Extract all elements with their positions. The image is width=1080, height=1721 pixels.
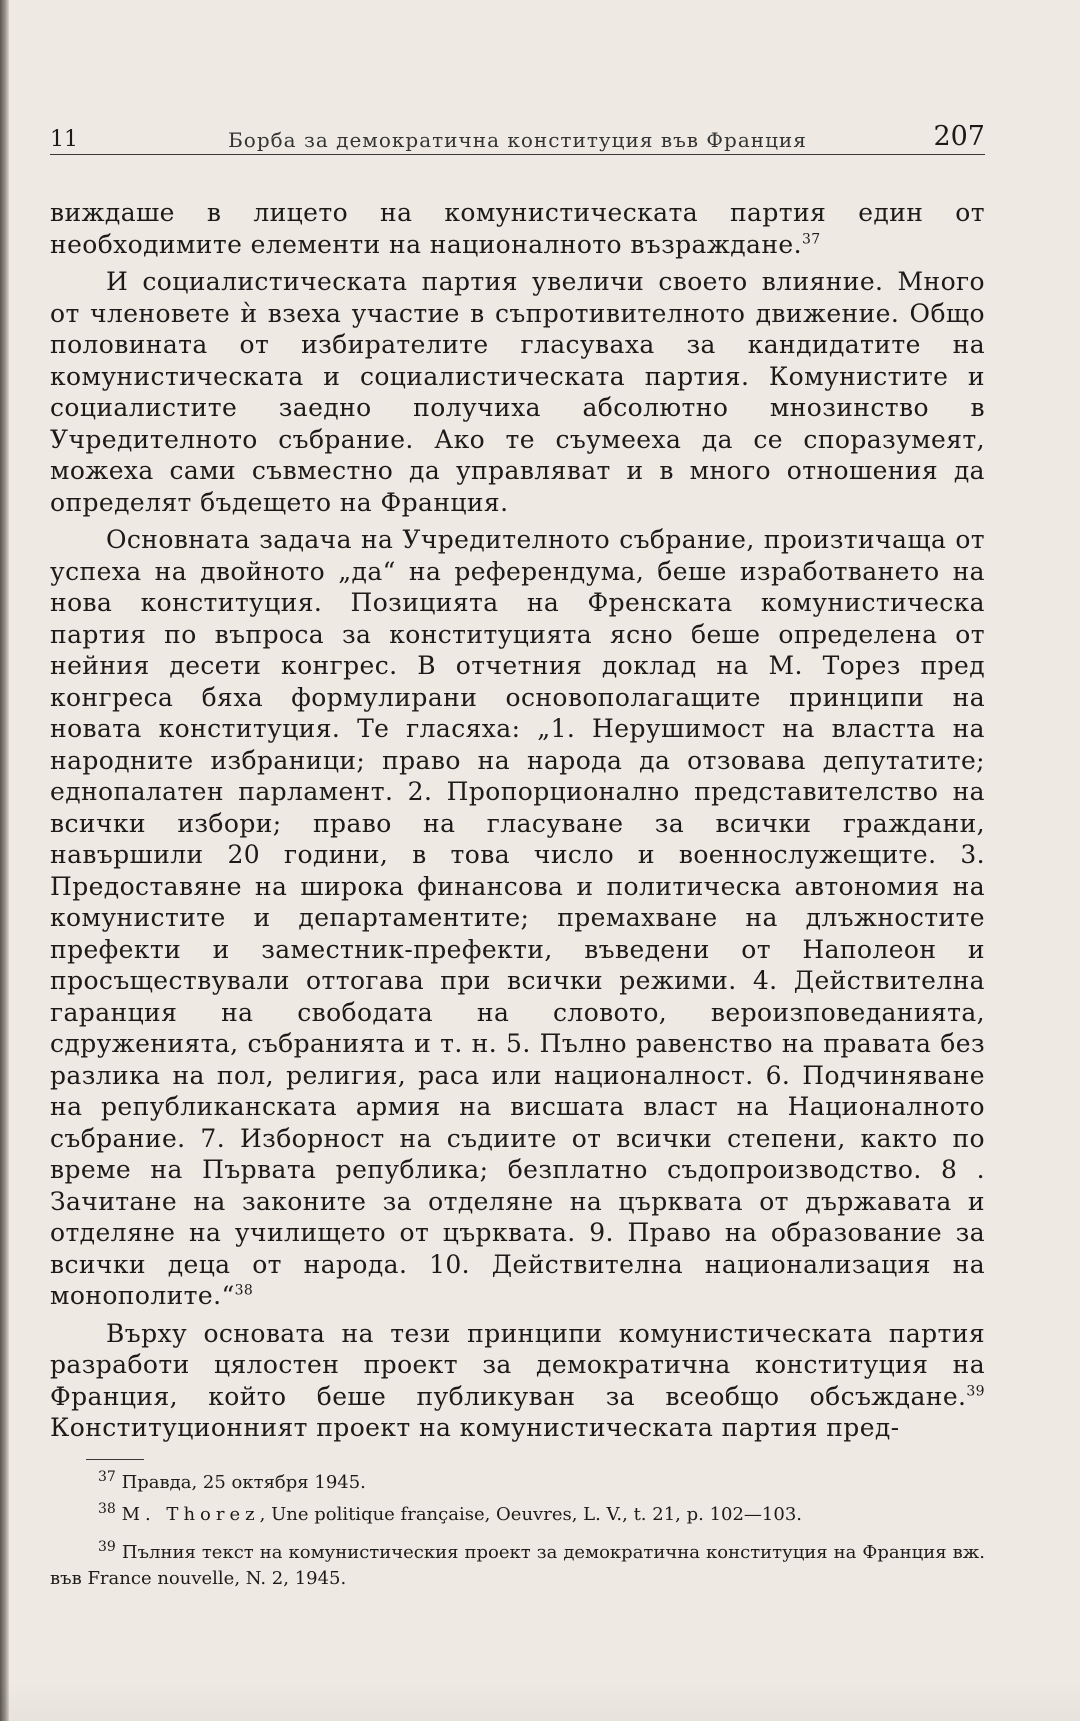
footnote-ref-37: 37 [801,231,821,248]
footnote-39 [50,1540,985,1592]
paragraph-4 [50,1318,985,1444]
paragraph-4-text: Върху основата на тези принципи комунистическата партия разработи цялостен проект за демократична конституция на Франция, който беше публикуван за всеобщо обсъждане. [50,1318,985,1411]
footnote-ref-39: 39 [966,1383,985,1400]
footnote-37-text: Правда, 25 октября 1945. [121,1471,366,1493]
running-title: Борба за демократична конституция във Франция [228,128,807,152]
paragraph-3-text: Основната задача на Учредителното събрание, произтичаща от успеха на двойното „да“ на референдума, беше изработването на нова конституция. Позицията на Френската комунистическа партия по въпроса за конституцията ясно беше определена от нейния десети конгрес. В отчетния доклад на М. Торез пред конгреса бяха формулирани основополагащите принципи на новата конституция. Те гласяха: „1. Нерушимост на властта на народните избраници; право на народа да отзовава депутатите; еднопалатен парламент. 2. Пропорционално представителство на всички избори; право на гласуване за всички граждани, навършили 20 години, в това число и военнослужещите. 3. Предоставяне на широка финансова и политическа автономия на комунистите и департаментите; премахване на длъжностите префекти и заместник-префекти, въведени от Наполеон и просъществували оттогава при всички режими. 4. Действителна гаранция на свободата на словото, вероизповеданията, сдруженията, събранията и т. н. 5. Пълно равенство на правата без разлика на пол, религия, раса или националност. 6. Подчиняване на републиканската армия на висшата власт на Националното събрание. 7. Изборност на съдиите от всички степени, както по време на Първата република; безплатно съдопроизводство. 8 . Зачитане на законите за отделяне на църквата от държавата и отделяне на училището от църквата. 9. Право на образование за всички деца от народа. 10. Действителна национализация на монополите.“ [50,525,985,1310]
footnotes [50,1470,985,1592]
footnote-ref-38: 38 [234,1282,254,1299]
main-text [50,197,985,1444]
footnote-38-author: M. Thorez [121,1503,260,1525]
paragraph-3 [50,524,985,1312]
footnote-separator [86,1459,144,1460]
footnote-37 [50,1470,985,1496]
footnote-mark-39: 39 [98,1538,116,1555]
footnote-mark-37: 37 [98,1468,116,1485]
paper-shade [0,1681,1080,1721]
book-binding-edge [0,0,9,1721]
section-number: 11 [50,127,78,152]
footnote-38 [50,1502,985,1528]
paragraph-2: И социалистическата партия увеличи своето влияние. Много от членовете ѝ взеха участие в съпротивителното движение. Общо половината от избирателите гласуваха за кандидатите на комунистическата и социалистическата партия. Комунистите и социалистите заедно получиха абсолютно мнозинство в Учредителното събрание. Ако те съумееха да се споразумеят, можеха сами съвместно да управляват и в много отношения да определят бъдещето на Франция. [50,267,985,517]
paragraph-4-continuation: Конституционният проект на комунистическата партия пред- [50,1413,900,1442]
page-number: 207 [933,121,985,152]
footnote-38-text: , Une politique française, Oeuvres, L. V., t. 21, p. 102—103. [259,1503,802,1525]
paragraph-1-text: виждаше в лицето на комунистическата партия един от необходимите елементи на националното възраждане. [50,198,985,259]
paragraph-1 [50,197,985,260]
book-page [50,110,985,1598]
footnote-39-text: Пълния текст на комунистическия проект за демократична конституция на Франция вж. във France nouvelle, N. 2, 1945. [50,1541,985,1589]
running-header [50,110,985,155]
footnote-mark-38: 38 [98,1500,116,1517]
